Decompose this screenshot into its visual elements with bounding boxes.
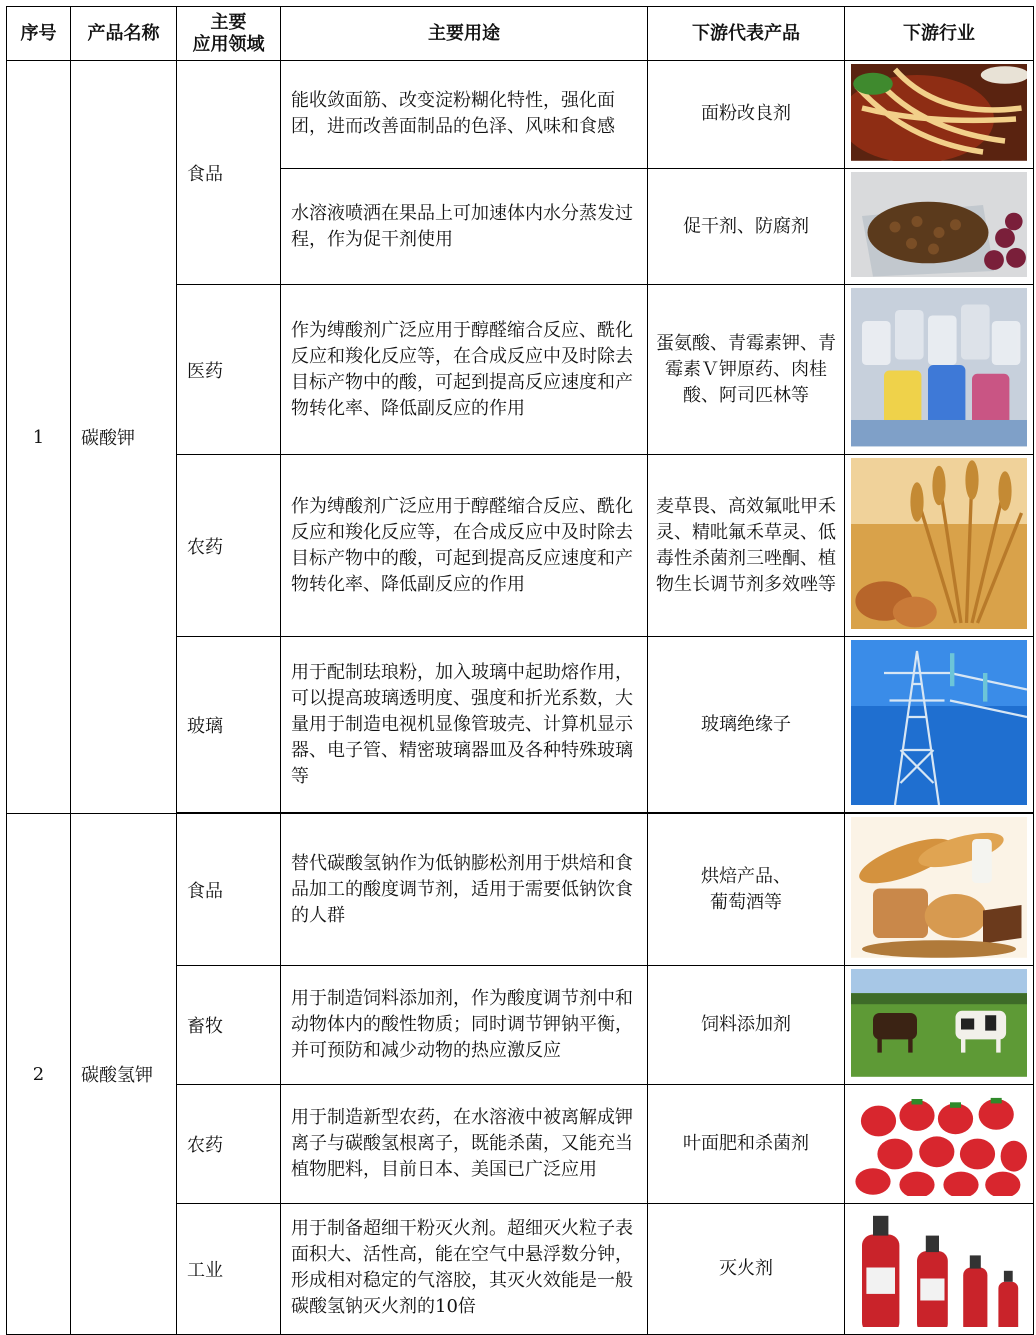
header-industry: 下游行业	[845, 7, 1034, 61]
downstream-product: 蛋氨酸、青霉素钾、青霉素Ｖ钾原药、肉桂酸、阿司匹林等	[648, 285, 845, 454]
industry-image	[845, 1084, 1034, 1203]
application-field: 玻璃	[177, 637, 281, 813]
product-name: 碳酸钾	[71, 61, 177, 814]
strawberries-photo	[851, 1088, 1027, 1196]
downstream-product: 玻璃绝缘子	[648, 637, 845, 813]
downstream-product: 叶面肥和杀菌剂	[648, 1084, 845, 1203]
noodles-photo	[851, 64, 1027, 161]
row-number: 2	[7, 814, 71, 1334]
main-use: 水溶液喷洒在果品上可加速体内水分蒸发过程，作为促干剂使用	[281, 168, 648, 285]
application-field: 农药	[177, 1084, 281, 1203]
downstream-product: 灭火剂	[648, 1203, 845, 1334]
downstream-product: 面粉改良剂	[648, 61, 845, 169]
header-product: 产品名称	[71, 7, 177, 61]
row-number: 1	[7, 61, 71, 814]
application-field: 食品	[177, 814, 281, 966]
main-use: 用于制造新型农药，在水溶液中被离解成钾离子与碳酸氢根离子，既能杀菌，又能充当植物肥料，目前日本、美国已广泛应用	[281, 1084, 648, 1203]
header-downstream-products: 下游代表产品	[648, 7, 845, 61]
header-no: 序号	[7, 7, 71, 61]
medicine-bottles-photo	[851, 288, 1027, 446]
industry-image	[845, 168, 1034, 285]
downstream-product: 麦草畏、高效氟吡甲禾灵、精吡氟禾草灵、低毒性杀菌剂三唑酮、植物生长调节剂多效唑等	[648, 454, 845, 637]
industry-image	[845, 814, 1034, 966]
application-field: 畜牧	[177, 966, 281, 1085]
header-field-line2: 应用领域	[192, 33, 265, 55]
table-row	[7, 61, 1034, 169]
industry-image	[845, 454, 1034, 637]
header-field	[177, 7, 281, 61]
application-field: 农药	[177, 454, 281, 637]
bread-photo	[851, 817, 1027, 958]
downstream-product: 饲料添加剂	[648, 966, 845, 1085]
header-row	[7, 7, 1034, 61]
industry-image	[845, 61, 1034, 169]
main-use: 用于制备超细干粉灭火剂。超细灭火粒子表面积大、活性高，能在空气中悬浮数分钟，形成相对稳定的气溶胶，其灭火效能是一般碳酸氢钠灭火剂的10倍	[281, 1203, 648, 1334]
main-use: 用于制造饲料添加剂，作为酸度调节剂中和动物体内的酸性物质；同时调节钾钠平衡，并可预防和减少动物的热应激反应	[281, 966, 648, 1085]
cows-photo	[851, 969, 1027, 1077]
downstream-product: 促干剂、防腐剂	[648, 168, 845, 285]
industry-image	[845, 285, 1034, 454]
raisins-photo	[851, 172, 1027, 278]
product-name: 碳酸氢钾	[71, 814, 177, 1334]
industry-image	[845, 637, 1034, 813]
industry-image	[845, 1203, 1034, 1334]
wheat-photo	[851, 458, 1027, 630]
downstream-product: 烘焙产品、 葡萄酒等	[648, 814, 845, 966]
main-use: 能收敛面筋、改变淀粉糊化特性，强化面团，进而改善面制品的色泽、风味和食感	[281, 61, 648, 169]
header-field-line1: 主要	[210, 11, 247, 33]
application-field: 工业	[177, 1203, 281, 1334]
table-row	[7, 814, 1034, 966]
industry-image	[845, 966, 1034, 1085]
header-use: 主要用途	[281, 7, 648, 61]
application-field: 食品	[177, 61, 281, 285]
product-table	[6, 6, 1034, 1335]
fire-extinguishers-photo	[851, 1207, 1027, 1327]
main-use: 作为缚酸剂广泛应用于醇醛缩合反应、酰化反应和羧化反应等，在合成反应中及时除去目标产物中的酸，可起到提高反应速度和产物转化率、降低副反应的作用	[281, 454, 648, 637]
power-tower-photo	[851, 640, 1027, 805]
main-use: 作为缚酸剂广泛应用于醇醛缩合反应、酰化反应和羧化反应等，在合成反应中及时除去目标产物中的酸，可起到提高反应速度和产物转化率、降低副反应的作用	[281, 285, 648, 454]
main-use: 替代碳酸氢钠作为低钠膨松剂用于烘焙和食品加工的酸度调节剂，适用于需要低钠饮食的人群	[281, 814, 648, 966]
application-field: 医药	[177, 285, 281, 454]
main-use: 用于配制珐琅粉，加入玻璃中起助熔作用，可以提高玻璃透明度、强度和折光系数，大量用于制造电视机显像管玻壳、计算机显示器、电子管、精密玻璃器皿及各种特殊玻璃等	[281, 637, 648, 813]
